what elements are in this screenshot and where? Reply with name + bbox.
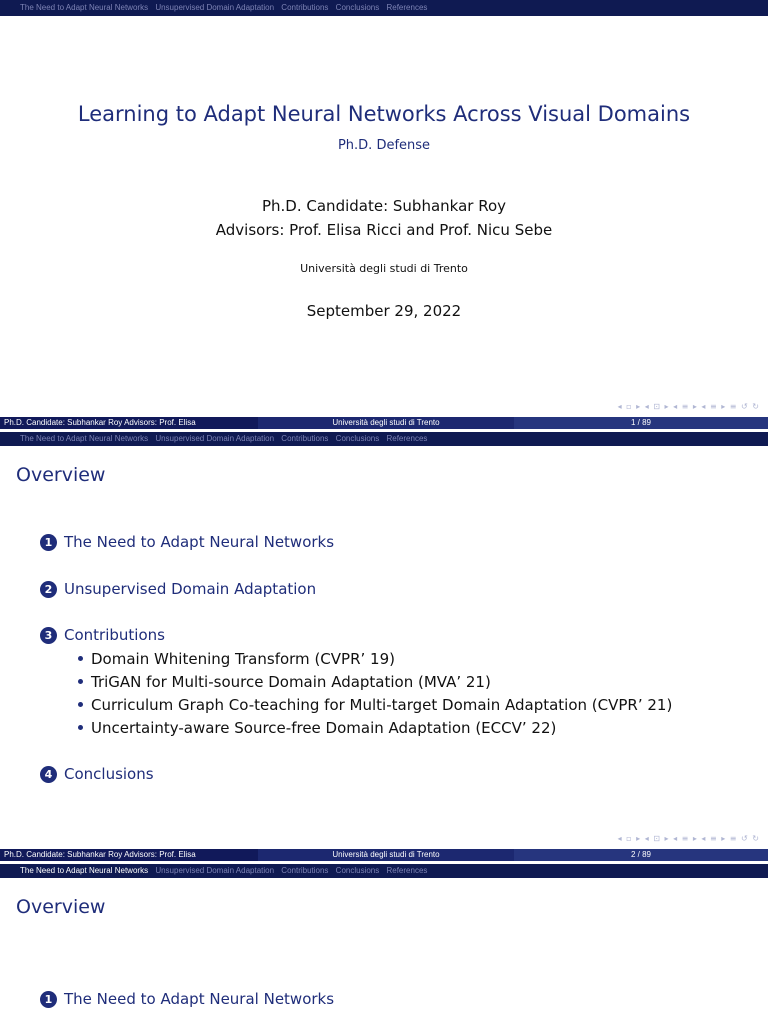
advisors-line: Advisors: Prof. Elisa Ricci and Prof. Nicu Sebe [215,221,553,239]
section-navbar [0,432,768,446]
date-line: September 29, 2022 [306,302,462,320]
toc-subitem[interactable]: TriGAN for Multi-source Domain Adaptation (MVA’ 21) [78,673,491,691]
bullet-icon [78,702,83,707]
nav-section-3[interactable]: Contributions [281,866,329,875]
toc-item[interactable] [40,765,154,783]
section-navbar [0,864,768,878]
toc-subitem[interactable]: Domain Whitening Transform (CVPR’ 19) [78,650,395,668]
toc-label: The Need to Adapt Neural Networks [64,533,335,551]
nav-section-3[interactable]: Contributions [281,434,329,443]
bullet-icon [78,725,83,730]
footer-institute: Università degli studi di Trento [258,417,514,429]
nav-section-3[interactable]: Contributions [281,3,329,12]
toc-item[interactable] [40,533,334,551]
frame-title: Overview [16,896,106,918]
toc-subitem[interactable]: Curriculum Graph Co-teaching for Multi-target Domain Adaptation (CVPR’ 21) [78,696,672,714]
bullet-icon [78,656,83,661]
presentation-subtitle: Ph.D. Defense [337,138,431,153]
beamer-navigation-icons[interactable]: ◂ ▫ ▸ ◂ ⊡ ▸ ◂ ≡ ▸ ◂ ≡ ▸ ≡ ↺ ↻ [617,834,760,843]
nav-section-2[interactable]: Unsupervised Domain Adaptation [155,434,275,443]
nav-section-5[interactable]: References [386,866,428,875]
toc-label: The Need to Adapt Neural Networks [64,990,335,1008]
nav-section-5[interactable]: References [386,434,428,443]
toc-number-badge: 1 [40,991,57,1008]
nav-section-4[interactable]: Conclusions [335,3,380,12]
toc-item[interactable] [40,626,165,644]
nav-section-1[interactable]: The Need to Adapt Neural Networks [20,3,149,12]
nav-section-5[interactable]: References [386,3,428,12]
footer-bar [0,417,768,429]
presentation-title: Learning to Adapt Neural Networks Across Visual Domains [77,102,691,126]
toc-label: Unsupervised Domain Adaptation [64,580,317,598]
toc-label: Conclusions [64,765,154,783]
frame-title: Overview [16,464,106,486]
footer-page-number: 2 / 89 [514,849,768,861]
toc-number-badge: 3 [40,627,57,644]
candidate-line: Ph.D. Candidate: Subhankar Roy [261,197,507,215]
toc-number-badge: 2 [40,581,57,598]
nav-section-4[interactable]: Conclusions [335,866,380,875]
toc-number-badge: 4 [40,766,57,783]
nav-section-2[interactable]: Unsupervised Domain Adaptation [155,3,275,12]
footer-institute: Università degli studi di Trento [258,849,514,861]
section-navbar [0,0,768,16]
nav-section-1[interactable]: The Need to Adapt Neural Networks [20,434,149,443]
institute-line: Università degli studi di Trento [300,262,468,275]
nav-section-2[interactable]: Unsupervised Domain Adaptation [155,866,275,875]
footer-author: Ph.D. Candidate: Subhankar Roy Advisors: Prof. Elisa [0,849,258,861]
footer-author: Ph.D. Candidate: Subhankar Roy Advisors: Prof. Elisa [0,417,258,429]
toc-item[interactable] [40,990,334,1008]
toc-item[interactable] [40,580,316,598]
beamer-navigation-icons[interactable]: ◂ ▫ ▸ ◂ ⊡ ▸ ◂ ≡ ▸ ◂ ≡ ▸ ≡ ↺ ↻ [617,402,760,411]
nav-section-4[interactable]: Conclusions [335,434,380,443]
nav-section-1[interactable]: The Need to Adapt Neural Networks [20,866,149,875]
footer-bar [0,849,768,861]
footer-page-number: 1 / 89 [514,417,768,429]
toc-number-badge: 1 [40,534,57,551]
toc-subitem[interactable]: Uncertainty-aware Source-free Domain Adaptation (ECCV’ 22) [78,719,556,737]
toc-label: Contributions [64,626,165,644]
bullet-icon [78,679,83,684]
